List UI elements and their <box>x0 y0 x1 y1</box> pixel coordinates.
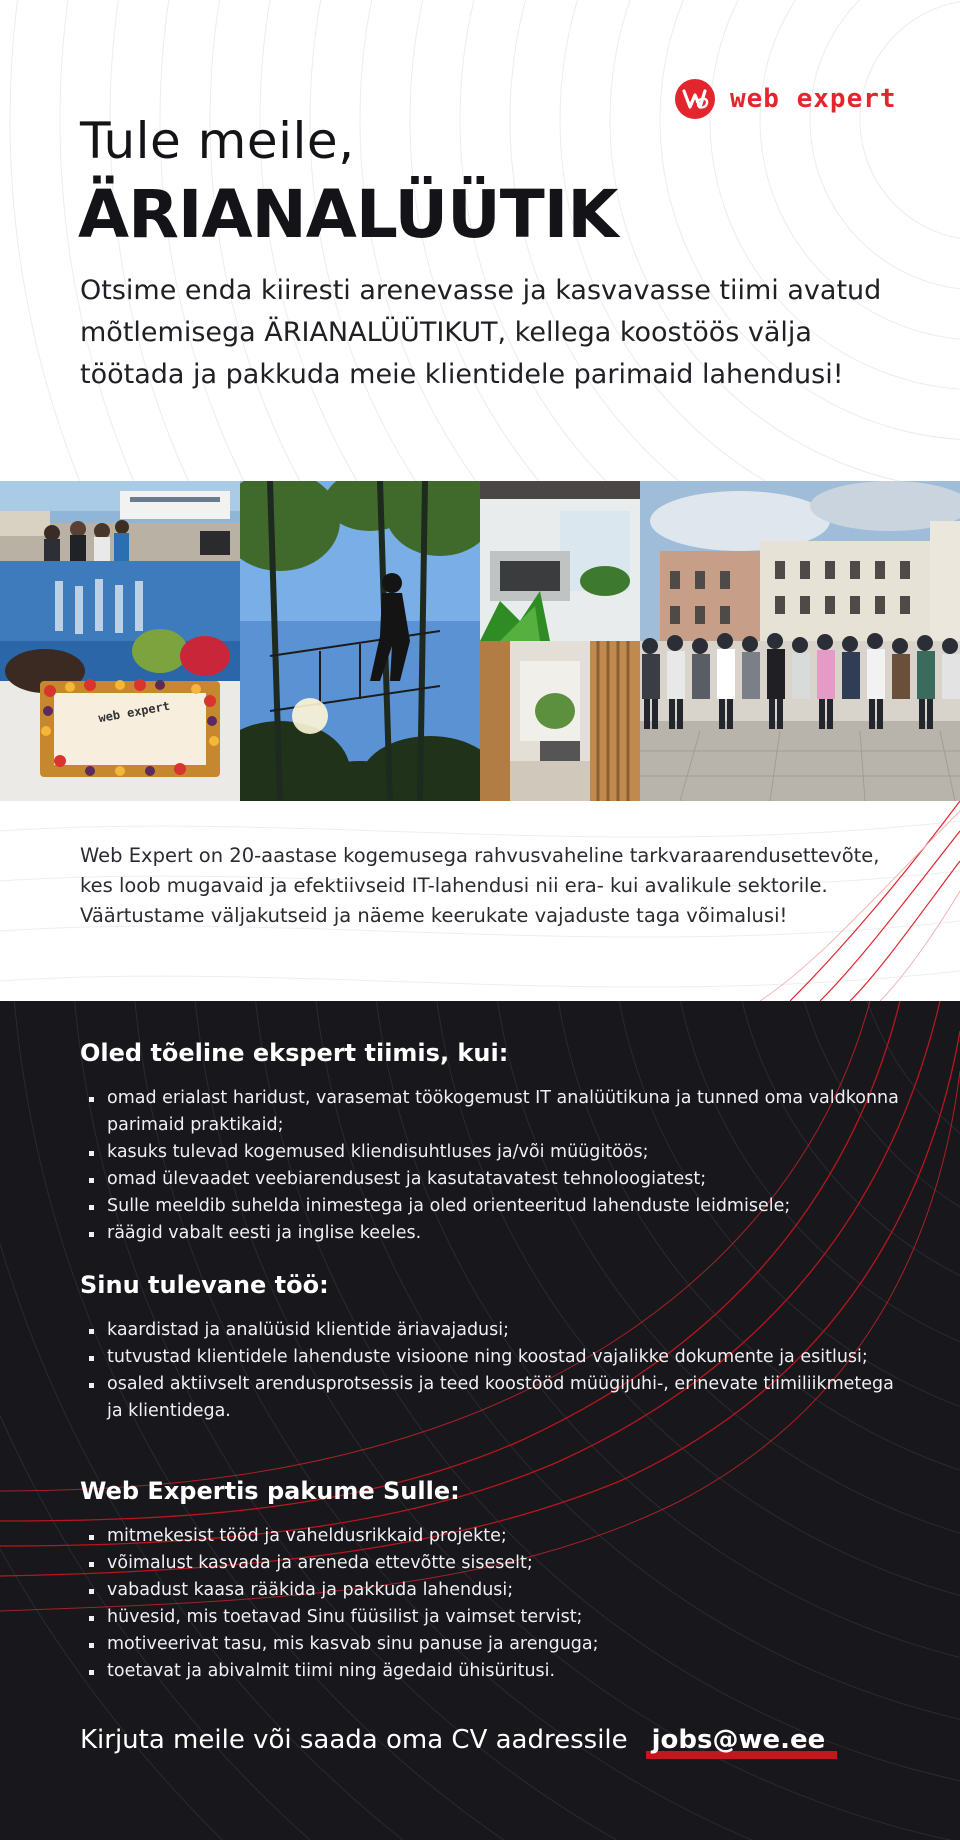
list-item: osaled aktiivselt arendusprotsessis ja teed koostööd müügijuhi-, erinevate tiimiliikmetega ja klientidega. <box>80 1371 900 1425</box>
list-item: omad erialast haridust, varasemat töökogemust IT analüütikuna ja tunned oma valdkonna parimaid praktikaid; <box>80 1085 900 1139</box>
list-item: vabadust kaasa rääkida ja pakkuda lahendusi; <box>80 1577 900 1604</box>
photo-column-1 <box>0 481 240 801</box>
duties-title: Sinu tulevane töö: <box>80 1271 329 1299</box>
list-item: Sulle meeldib suhelda inimestega ja oled orienteeritud lahenduste leidmisele; <box>80 1193 900 1220</box>
job-title: ÄRIANALÜÜTIK <box>78 176 618 253</box>
list-item: motiveerivat tasu, mis kasvab sinu panuse ja arenguga; <box>80 1631 900 1658</box>
photo-party-cake <box>0 561 240 801</box>
photo-adventure-park <box>240 481 480 801</box>
list-item: kasuks tulevad kogemused kliendisuhtluses ja/või müügitöös; <box>80 1139 900 1166</box>
about-section <box>0 801 960 1001</box>
requirements-list <box>80 1085 900 1247</box>
cake-inscription: web expert <box>97 698 171 726</box>
web-expert-logo-icon <box>674 78 716 120</box>
list-item: tutvustad klientidele lahenduste visioone ning koostad vajalikke dokumente ja esitlusi; <box>80 1344 900 1371</box>
intro-text: Otsime enda kiiresti arenevasse ja kasvavasse tiimi avatud mõtlemisega ÄRIANALÜÜTIKUT, kellega koostöös välja töötada ja pakkuda meie klientidele parimaid lahendusi! <box>80 275 882 390</box>
duties-list <box>80 1317 900 1425</box>
brand-logo <box>674 78 897 120</box>
offer-title: Web Expertis pakume Sulle: <box>80 1477 460 1505</box>
photo-team-venice <box>640 481 960 801</box>
hero-section <box>0 0 960 481</box>
brand-name: web expert <box>730 84 897 114</box>
list-item: räägid vabalt eesti ja inglise keeles. <box>80 1220 900 1247</box>
email-link[interactable] <box>646 1725 832 1755</box>
company-description: Web Expert on 20-aastase kogemusega rahvusvaheline tarkvaraarendusettevõte, kes loob mugavaid ja efektiivseid IT-lahendusi nii era- kui avalikule sektorile. Väärtustame väljakutseid ja näeme keerukate vajaduste taga võimalusi! <box>80 844 880 927</box>
list-item: hüvesid, mis toetavad Sinu füüsilist ja vaimset tervist; <box>80 1604 900 1631</box>
photo-office-plants <box>480 481 640 641</box>
email-address[interactable]: jobs@we.ee <box>651 1725 826 1755</box>
greeting-heading: Tule meile, <box>80 112 355 170</box>
list-item: kaardistad ja analüüsid klientide äriavajadusi; <box>80 1317 900 1344</box>
job-details-section <box>0 1001 960 1840</box>
call-to-action <box>80 1725 831 1755</box>
offer-section <box>80 1477 900 1685</box>
photo-collage <box>0 481 960 801</box>
list-item: mitmekesist tööd ja vaheldusrikkaid projekte; <box>80 1523 900 1550</box>
cta-text: Kirjuta meile või saada oma CV aadressile <box>80 1725 628 1755</box>
photo-office-room <box>480 641 640 801</box>
requirements-section <box>80 1039 900 1247</box>
photo-column-3 <box>480 481 640 801</box>
photo-team-harbor <box>0 481 240 561</box>
duties-section <box>80 1271 900 1425</box>
offer-list <box>80 1523 900 1685</box>
list-item: võimalust kasvada ja areneda ettevõtte siseselt; <box>80 1550 900 1577</box>
list-item: omad ülevaadet veebiarendusest ja kasutatavatest tehnoloogiatest; <box>80 1166 900 1193</box>
list-item: toetavat ja abivalmit tiimi ning ägedaid ühisüritusi. <box>80 1658 900 1685</box>
requirements-title: Oled tõeline ekspert tiimis, kui: <box>80 1039 509 1067</box>
